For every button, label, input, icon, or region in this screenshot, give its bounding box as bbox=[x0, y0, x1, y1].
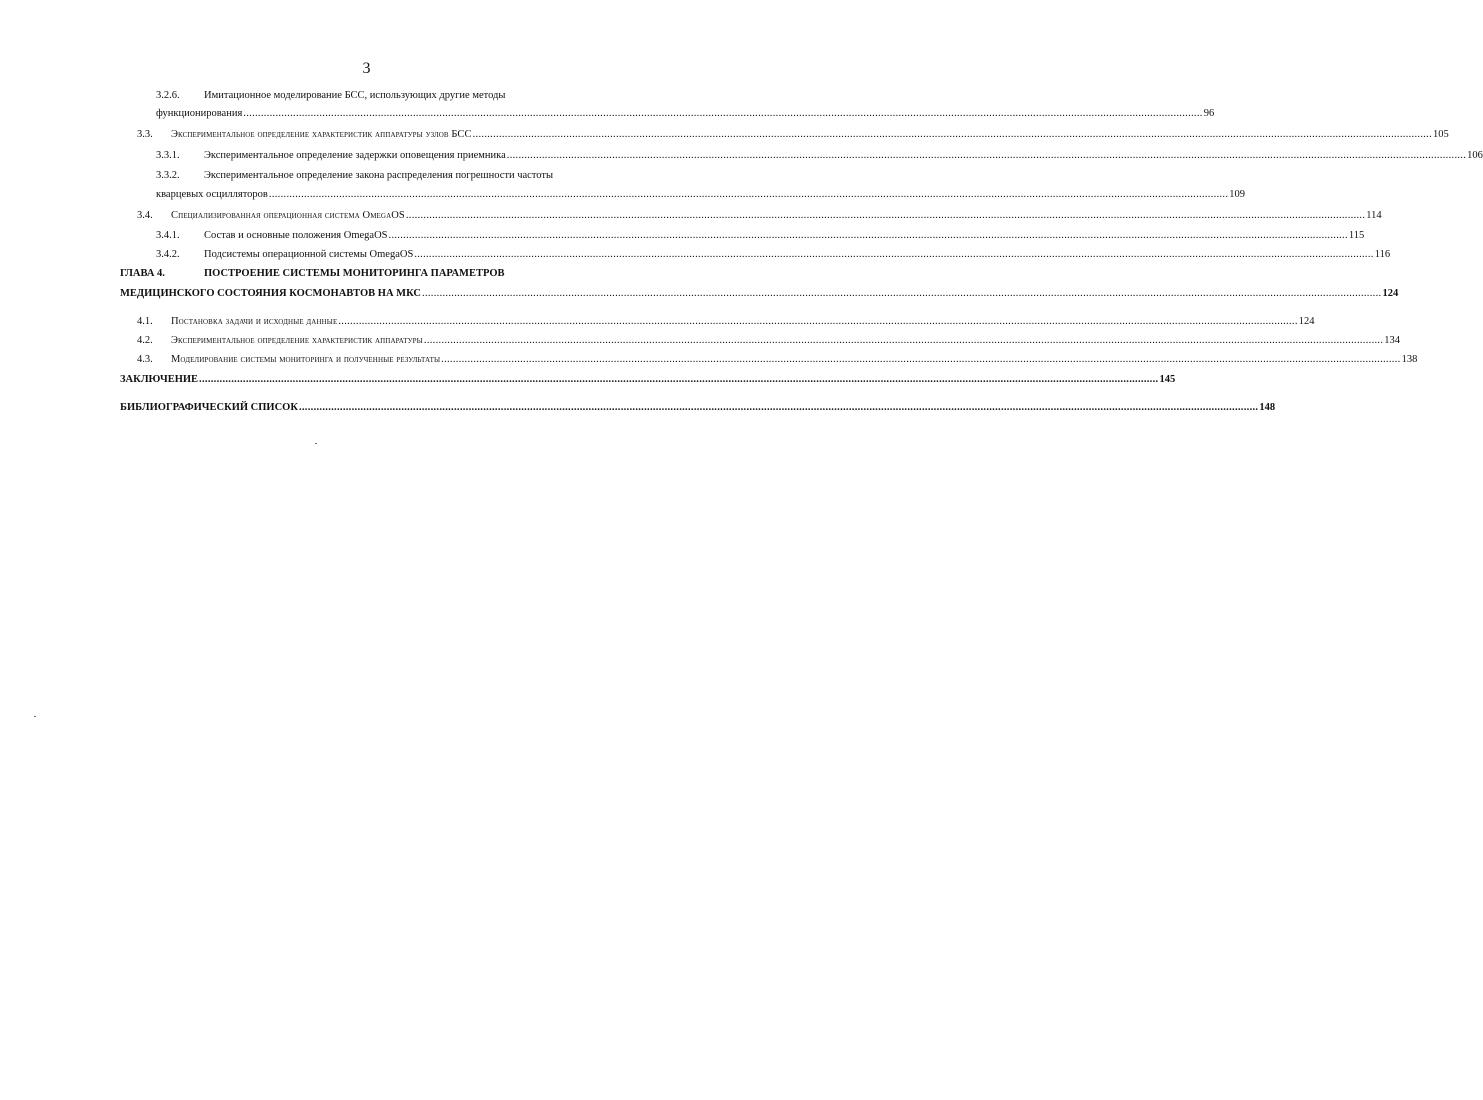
toc-entry-3-4-2[interactable] bbox=[156, 248, 1391, 261]
toc-entry-3-4-1[interactable] bbox=[156, 229, 1365, 242]
toc-title-3-3-2-line2: кварцевых осцилляторов bbox=[156, 189, 268, 200]
toc-number-3-3-1: 3.3.1. bbox=[156, 150, 180, 161]
toc-page-3-4: 114 bbox=[1366, 210, 1382, 221]
toc-leader-dots bbox=[199, 373, 1158, 386]
toc-title-bibliography: БИБЛИОГРАФИЧЕСКИЙ СПИСОК bbox=[120, 402, 298, 413]
toc-leader-dots bbox=[473, 128, 1432, 141]
toc-number-3-4-1: 3.4.1. bbox=[156, 230, 180, 241]
toc-number-3-3: 3.3. bbox=[137, 129, 153, 140]
toc-leader-dots bbox=[441, 353, 1400, 366]
toc-entry-4-2[interactable] bbox=[137, 334, 1401, 347]
toc-page-4-1: 124 bbox=[1298, 316, 1315, 327]
toc-title-3-4: Специализированная операционная система OmegaOS bbox=[171, 210, 405, 221]
toc-number-4-2: 4.2. bbox=[137, 335, 153, 346]
toc-entry-3-2-6[interactable] bbox=[156, 107, 1215, 120]
toc-leader-dots bbox=[299, 401, 1258, 414]
toc-leader-dots bbox=[338, 315, 1297, 328]
toc-number-3-3-2: 3.3.2. bbox=[156, 170, 180, 181]
toc-number-4-1: 4.1. bbox=[137, 316, 153, 327]
scan-speck bbox=[315, 443, 317, 444]
toc-page-bibliography: 148 bbox=[1259, 402, 1276, 413]
toc-page-3-4-2: 116 bbox=[1374, 249, 1391, 260]
toc-page-3-3: 105 bbox=[1433, 129, 1449, 140]
toc-entry-conclusion[interactable] bbox=[120, 373, 1176, 386]
toc-title-3-2-6-line2: функционирования bbox=[156, 108, 243, 119]
toc-title-4-3: Моделирование системы мониторинга и полученные результаты bbox=[171, 354, 441, 365]
toc-number-chapter-4: ГЛАВА 4. bbox=[120, 268, 165, 279]
scan-speck bbox=[34, 716, 36, 717]
toc-entry-bibliography[interactable] bbox=[120, 401, 1276, 414]
toc-leader-dots bbox=[389, 229, 1348, 242]
toc-leader-dots bbox=[422, 287, 1381, 300]
toc-title-3-2-6-line1: Имитационное моделирование БСС, использующих другие методы bbox=[204, 90, 506, 101]
toc-title-3-3-1: Экспериментальное определение задержки оповещения приемника bbox=[204, 150, 506, 161]
toc-leader-dots bbox=[424, 334, 1383, 347]
toc-page-3-3-1: 106 bbox=[1467, 150, 1483, 161]
toc-leader-dots bbox=[269, 188, 1228, 201]
toc-title-3-3: Экспериментальное определение характеристик аппаратуры узлов БСС bbox=[171, 129, 472, 140]
toc-page-3-2-6: 96 bbox=[1203, 108, 1215, 119]
toc-page-4-3: 138 bbox=[1401, 354, 1418, 365]
toc-title-3-4-2: Подсистемы операционной системы OmegaOS bbox=[204, 249, 414, 260]
toc-entry-3-4[interactable] bbox=[137, 209, 1382, 222]
toc-title-conclusion: ЗАКЛЮЧЕНИЕ bbox=[120, 374, 199, 385]
toc-title-3-3-2-line1: Экспериментальное определение закона распределения погрешности частоты bbox=[204, 170, 554, 181]
toc-page-3-4-1: 115 bbox=[1348, 230, 1365, 241]
toc-entry-3-3[interactable] bbox=[137, 128, 1449, 141]
toc-number-3-4-2: 3.4.2. bbox=[156, 249, 180, 260]
toc-leader-dots bbox=[507, 149, 1466, 162]
toc-entry-4-1[interactable] bbox=[137, 315, 1315, 328]
toc-number-4-3: 4.3. bbox=[137, 354, 153, 365]
toc-entry-chapter-4[interactable] bbox=[120, 287, 1399, 300]
toc-title-4-1: Постановка задачи и исходные данные bbox=[171, 316, 338, 327]
toc-number-3-4: 3.4. bbox=[137, 210, 153, 221]
page-number: 3 bbox=[362, 60, 371, 77]
toc-page-4-2: 134 bbox=[1384, 335, 1401, 346]
toc-page-chapter-4: 124 bbox=[1382, 288, 1399, 299]
toc-entry-3-3-2[interactable] bbox=[156, 188, 1246, 201]
toc-title-chapter-4-line2: МЕДИЦИНСКОГО СОСТОЯНИЯ КОСМОНАВТОВ НА МКС bbox=[120, 288, 422, 299]
toc-title-4-2: Экспериментальное определение характеристик аппаратуры bbox=[171, 335, 423, 346]
toc-leader-dots bbox=[406, 209, 1365, 222]
toc-leader-dots bbox=[414, 248, 1373, 261]
toc-page-3-3-2: 109 bbox=[1229, 189, 1246, 200]
toc-title-chapter-4-line1: ПОСТРОЕНИЕ СИСТЕМЫ МОНИТОРИНГА ПАРАМЕТРОВ bbox=[204, 268, 505, 279]
toc-title-3-4-1: Состав и основные положения OmegaOS bbox=[204, 230, 388, 241]
toc-number-3-2-6: 3.2.6. bbox=[156, 90, 180, 101]
toc-leader-dots bbox=[243, 107, 1202, 120]
toc-entry-3-3-1[interactable] bbox=[156, 149, 1483, 162]
toc-entry-4-3[interactable] bbox=[137, 353, 1418, 366]
toc-page-conclusion: 145 bbox=[1159, 374, 1176, 385]
